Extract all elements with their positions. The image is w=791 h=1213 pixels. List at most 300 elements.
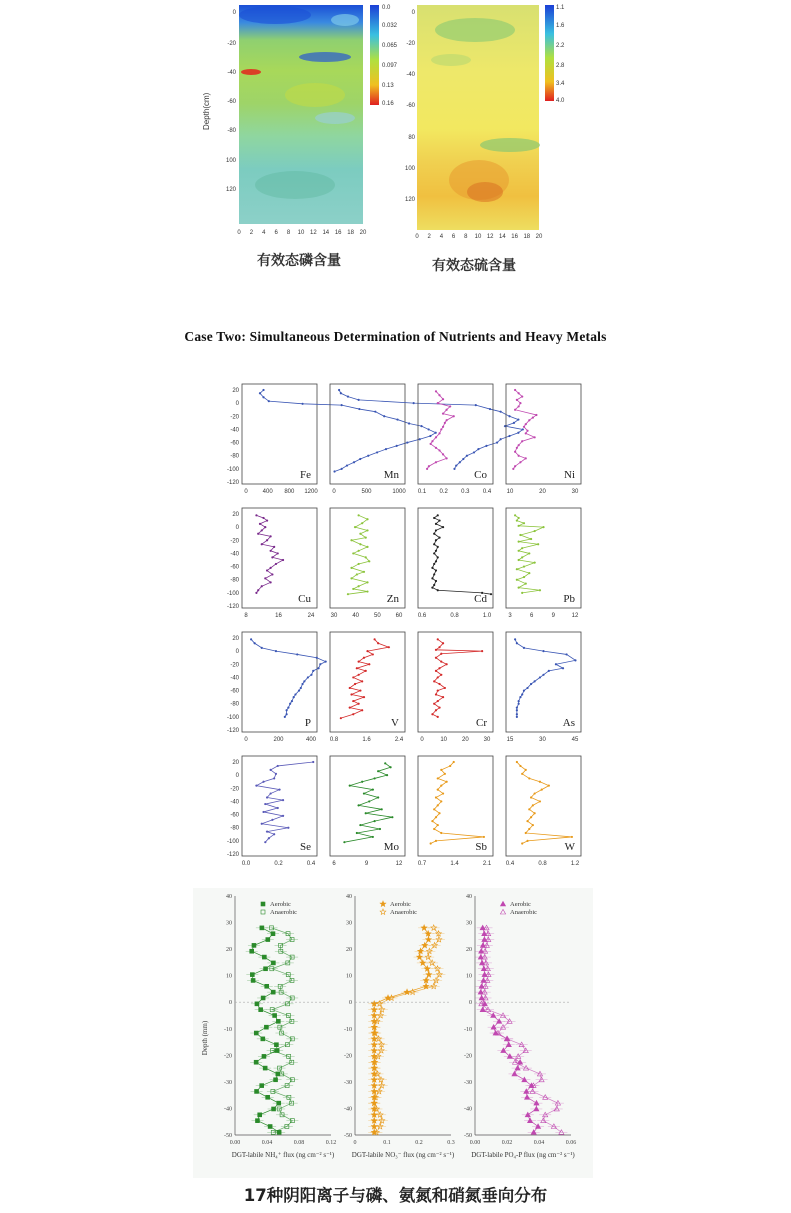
element-label: Cd (474, 593, 487, 605)
profile-line (344, 763, 392, 842)
data-point (444, 773, 446, 775)
x-tick-label: 16 (511, 234, 518, 240)
sulfur-heatmap (395, 0, 565, 250)
element-label: Pb (563, 593, 575, 605)
data-point (571, 836, 573, 838)
data-point (513, 422, 515, 424)
data-point (440, 428, 442, 430)
x-tick-label: 1200 (304, 489, 318, 495)
data-point (528, 828, 530, 830)
element-label: V (391, 717, 399, 729)
data-point (438, 449, 440, 451)
data-point (270, 567, 272, 569)
data-point (435, 432, 437, 434)
x-tick-label: 18 (523, 234, 531, 240)
y-tick-label: 30 (226, 920, 232, 927)
x-tick-label: 14 (499, 234, 506, 240)
data-point (266, 796, 268, 798)
data-point (523, 426, 525, 428)
data-point (431, 820, 433, 822)
x-tick-label: 1000 (392, 489, 406, 495)
data-point (435, 816, 437, 818)
data-point (562, 667, 564, 669)
data-point (377, 642, 379, 644)
data-point (312, 670, 314, 672)
data-point (437, 514, 439, 516)
y-tick-label: -20 (230, 786, 239, 793)
svg-text:0.097: 0.097 (382, 63, 398, 69)
data-point (349, 687, 351, 689)
data-point (526, 840, 528, 842)
data-point (363, 792, 365, 794)
data-point (525, 423, 527, 425)
data-point (435, 523, 437, 525)
x-tick-label: 1.0 (482, 613, 492, 619)
data-point (435, 693, 437, 695)
data-point (372, 789, 374, 791)
svg-text:0.065: 0.065 (382, 43, 398, 49)
data-point (317, 667, 319, 669)
data-marker (266, 938, 270, 942)
data-point (446, 781, 448, 783)
y-tick-label: -40 (344, 1106, 352, 1113)
data-point (438, 646, 440, 648)
data-point (496, 441, 498, 443)
data-point (368, 800, 370, 802)
data-point (343, 841, 345, 843)
data-point (539, 800, 541, 802)
data-point (262, 517, 264, 519)
x-tick-label: 0.06 (565, 1140, 577, 1146)
data-point (516, 642, 518, 644)
sulfur-caption: 有效态硫含量 (432, 258, 516, 274)
svg-text:2.8: 2.8 (556, 63, 565, 69)
x-tick-label: 10 (474, 234, 482, 240)
data-point (352, 713, 354, 715)
data-point (286, 709, 288, 711)
data-point (528, 777, 530, 779)
data-point (365, 812, 367, 814)
data-point (340, 392, 342, 394)
data-point (361, 680, 363, 682)
data-point (518, 541, 520, 543)
data-point (296, 653, 298, 655)
profile-line (256, 515, 283, 593)
data-point (490, 593, 492, 595)
data-point (287, 707, 289, 709)
data-point (257, 589, 259, 591)
element-label: Se (300, 841, 311, 853)
data-point (535, 414, 537, 416)
data-point (257, 533, 259, 535)
data-point (361, 781, 363, 783)
data-point (437, 402, 439, 404)
data-point (433, 533, 435, 535)
data-point (522, 428, 524, 430)
y-axis-ticks (405, 10, 416, 203)
x-tick-label: 0.12 (325, 1140, 337, 1146)
profile-line (251, 639, 326, 717)
data-point (518, 444, 520, 446)
y-tick-label: 20 (346, 947, 352, 954)
data-point (435, 390, 437, 392)
metal-panel-cd (418, 508, 493, 619)
x-tick-label: 6 (529, 613, 534, 619)
data-point (366, 529, 368, 531)
data-point (440, 800, 442, 802)
y-tick-label: -40 (224, 1106, 232, 1113)
y-tick-label: -80 (230, 701, 239, 708)
data-point (530, 683, 532, 685)
data-point (534, 436, 536, 438)
data-point (358, 408, 360, 410)
data-point (275, 650, 277, 652)
data-point (359, 533, 361, 535)
svg-text:80: 80 (408, 135, 415, 141)
y-tick-label: 0 (229, 1000, 232, 1007)
data-point (433, 573, 435, 575)
x-tick-label: 45 (571, 737, 579, 743)
y-tick-label: 0 (235, 649, 239, 656)
data-point (264, 526, 266, 528)
data-point (374, 777, 376, 779)
data-point (555, 663, 557, 665)
data-point (521, 592, 523, 594)
x-tick-label: 30 (330, 613, 338, 619)
x-tick-label: 1.6 (362, 737, 371, 743)
data-point (282, 799, 284, 801)
data-point (291, 700, 293, 702)
y-tick-label: -30 (224, 1079, 232, 1086)
data-point (431, 587, 433, 589)
y-tick-label: -10 (344, 1026, 352, 1033)
data-point (523, 522, 525, 524)
data-marker (258, 1113, 262, 1117)
data-marker (274, 1078, 278, 1082)
data-point (514, 514, 516, 516)
x-tick-label: 16 (334, 230, 342, 236)
data-point (310, 674, 312, 676)
data-point (358, 703, 360, 705)
svg-text:3.4: 3.4 (556, 81, 565, 87)
data-point (273, 546, 275, 548)
data-point (516, 568, 518, 570)
data-point (312, 761, 314, 763)
metal-panel-w (506, 756, 581, 867)
element-label: Cr (476, 717, 487, 729)
x-tick-label: 0.2 (415, 1140, 423, 1146)
data-point (338, 389, 340, 391)
data-point (435, 840, 437, 842)
data-point (516, 399, 518, 401)
data-point (262, 389, 264, 391)
data-point (366, 590, 368, 592)
data-point (359, 689, 361, 691)
profile-line (432, 639, 482, 717)
y-tick-label: 40 (346, 894, 352, 900)
data-point (523, 647, 525, 649)
data-point (440, 674, 442, 676)
data-marker (261, 902, 265, 906)
x-tick-label: 2 (427, 234, 431, 240)
y-axis-ticks (226, 10, 237, 193)
x-tick-label: 0.08 (293, 1140, 305, 1146)
data-point (431, 713, 433, 715)
x-tick-label: 0.7 (417, 861, 427, 867)
data-point (358, 804, 360, 806)
data-point (289, 703, 291, 705)
data-point (356, 832, 358, 834)
x-tick-label: 0.1 (383, 1140, 391, 1146)
data-point (518, 700, 520, 702)
data-point (537, 543, 539, 545)
data-point (532, 804, 534, 806)
y-tick-label: 30 (466, 920, 472, 927)
x-tick-label: 12 (571, 613, 579, 619)
data-point (514, 465, 516, 467)
data-marker (261, 996, 265, 1000)
data-marker (255, 1002, 259, 1006)
x-tick-label: 30 (539, 737, 546, 743)
data-point (435, 796, 437, 798)
profile-line (348, 515, 369, 594)
data-point (433, 680, 435, 682)
y-tick-label: -100 (226, 838, 239, 845)
data-point (368, 560, 370, 562)
x-tick-label: 12 (395, 861, 403, 867)
data-point (419, 438, 421, 440)
data-point (359, 824, 361, 826)
data-point (366, 581, 368, 583)
x-tick-label: 0.4 (505, 861, 515, 867)
metal-panel-pb (506, 508, 581, 619)
y-tick-label: 40 (466, 894, 472, 900)
metal-panel-cu (227, 508, 317, 619)
data-point (438, 537, 440, 539)
data-point (287, 827, 289, 829)
svg-text:0.16: 0.16 (382, 101, 394, 107)
data-point (352, 552, 354, 554)
data-point (262, 781, 264, 783)
data-point (358, 563, 360, 565)
x-tick-label: 0.00 (469, 1140, 481, 1146)
data-point (516, 709, 518, 711)
y-tick-label: 20 (226, 947, 232, 954)
data-point (278, 789, 280, 791)
data-point (361, 522, 363, 524)
x-tick-label: 4 (262, 230, 266, 236)
x-tick-label: 2.4 (394, 737, 404, 743)
data-marker (262, 1054, 266, 1058)
profile-line (517, 762, 572, 843)
metal-panel-p (227, 632, 327, 743)
metal-profiles-grid (215, 378, 595, 878)
x-axis-ticks (237, 230, 367, 236)
x-tick-label: 0.0 (241, 861, 251, 867)
x-tick-label: 20 (539, 489, 546, 495)
data-point (358, 399, 360, 401)
data-point (440, 769, 442, 771)
data-point (534, 530, 536, 532)
x-tick-label: 60 (395, 613, 403, 619)
data-point (442, 792, 444, 794)
x-tick-label: 0.1 (417, 489, 427, 495)
element-label: Co (474, 469, 487, 481)
x-tick-label: 9 (551, 613, 556, 619)
data-point (534, 812, 536, 814)
data-point (438, 683, 440, 685)
x-tick-label: 0 (415, 234, 419, 240)
data-point (301, 683, 303, 685)
data-point (282, 815, 284, 817)
profile-line (260, 390, 436, 471)
svg-text:-20: -20 (227, 41, 236, 47)
y-tick-label: 20 (232, 388, 239, 394)
data-point (521, 547, 523, 549)
y-tick-label: 40 (226, 894, 232, 900)
data-point (268, 400, 270, 402)
data-point (426, 468, 428, 470)
data-point (466, 455, 468, 457)
data-point (298, 689, 300, 691)
data-point (261, 529, 263, 531)
data-point (518, 703, 520, 705)
x-tick-label: 0.04 (533, 1140, 545, 1146)
x-tick-label: 4 (439, 234, 444, 240)
x-tick-label: 20 (535, 234, 543, 240)
svg-text:1.1: 1.1 (556, 5, 565, 11)
data-point (262, 396, 264, 398)
data-point (440, 653, 442, 655)
x-tick-label: 8 (464, 234, 468, 240)
data-point (255, 514, 257, 516)
data-point (433, 543, 435, 545)
y-tick-label: 0 (235, 525, 239, 532)
x-tick-label: 0.3 (461, 489, 470, 495)
data-point (437, 824, 439, 826)
data-point (255, 592, 257, 594)
data-marker (251, 978, 255, 982)
y-tick-label: -20 (344, 1053, 352, 1060)
data-point (325, 661, 327, 663)
metal-panel-mo (330, 756, 405, 867)
data-point (489, 408, 491, 410)
data-point (528, 552, 530, 554)
y-tick-label: -60 (230, 688, 239, 695)
y-tick-label: -50 (464, 1133, 472, 1139)
svg-text:-60: -60 (227, 99, 236, 105)
data-point (514, 451, 516, 453)
x-tick-label: 2 (249, 230, 254, 236)
data-point (446, 457, 448, 459)
x-tick-label: 6 (332, 861, 336, 867)
data-point (518, 587, 520, 589)
element-label: Mn (383, 469, 399, 481)
data-point (521, 693, 523, 695)
y-tick-label: -50 (344, 1133, 352, 1139)
data-point (277, 552, 279, 554)
data-point (341, 404, 343, 406)
svg-text:-40: -40 (406, 72, 415, 78)
x-tick-label: 8 (244, 613, 248, 619)
metal-panel-zn (330, 508, 405, 619)
data-point (359, 458, 361, 460)
svg-text:0.13: 0.13 (382, 83, 394, 89)
data-point (446, 419, 448, 421)
data-point (347, 593, 349, 595)
data-point (354, 683, 356, 685)
data-point (266, 539, 268, 541)
element-label: Sb (475, 841, 487, 853)
data-point (396, 445, 398, 447)
data-point (261, 585, 263, 587)
y-tick-label: 0 (235, 773, 239, 780)
data-point (438, 394, 440, 396)
y-tick-label: -40 (230, 799, 239, 806)
y-tick-label: -40 (230, 675, 239, 682)
x-axis-label: DGT-labile PO₄-P flux (ng cm⁻² s⁻¹) (471, 1151, 575, 1159)
data-point (433, 552, 435, 554)
data-point (516, 519, 518, 521)
data-point (367, 455, 369, 457)
data-point (518, 455, 520, 457)
data-point (435, 569, 437, 571)
sulfur-heatmap-figure (395, 0, 565, 250)
y-tick-label: 10 (466, 973, 472, 980)
data-point (433, 517, 435, 519)
data-point (525, 769, 527, 771)
x-tick-label: 0.6 (417, 613, 427, 619)
x-axis-label: DGT-labile NH₄⁺ flux (ng cm⁻² s⁻¹) (231, 1151, 335, 1159)
data-point (350, 567, 352, 569)
y-tick-label: -20 (230, 414, 239, 421)
data-point (521, 842, 523, 844)
data-point (300, 687, 302, 689)
metal-panel-v (330, 632, 405, 743)
data-point (359, 543, 361, 545)
x-tick-label: 0 (244, 737, 248, 743)
data-point (284, 716, 286, 718)
data-point (539, 781, 541, 783)
svg-text:2.2: 2.2 (556, 43, 565, 49)
data-point (516, 447, 518, 449)
data-point (352, 588, 354, 590)
data-point (254, 642, 256, 644)
data-point (377, 770, 379, 772)
data-point (453, 468, 455, 470)
legend-entry: Aerobic (510, 901, 531, 908)
data-point (429, 435, 431, 437)
data-point (473, 451, 475, 453)
data-point (381, 808, 383, 810)
svg-text:0.032: 0.032 (382, 23, 398, 29)
data-point (541, 789, 543, 791)
x-tick-label: 0 (244, 489, 248, 495)
data-point (521, 773, 523, 775)
data-point (391, 816, 393, 818)
data-point (521, 556, 523, 558)
data-point (530, 538, 532, 540)
data-point (518, 517, 520, 519)
y-tick-label: 0 (235, 401, 239, 408)
profile-line (432, 515, 491, 594)
data-point (437, 676, 439, 678)
data-point (440, 832, 442, 834)
y-tick-label: 0 (349, 1000, 352, 1007)
element-label: W (564, 841, 575, 853)
x-tick-label: 0.8 (329, 737, 339, 743)
data-point (379, 828, 381, 830)
